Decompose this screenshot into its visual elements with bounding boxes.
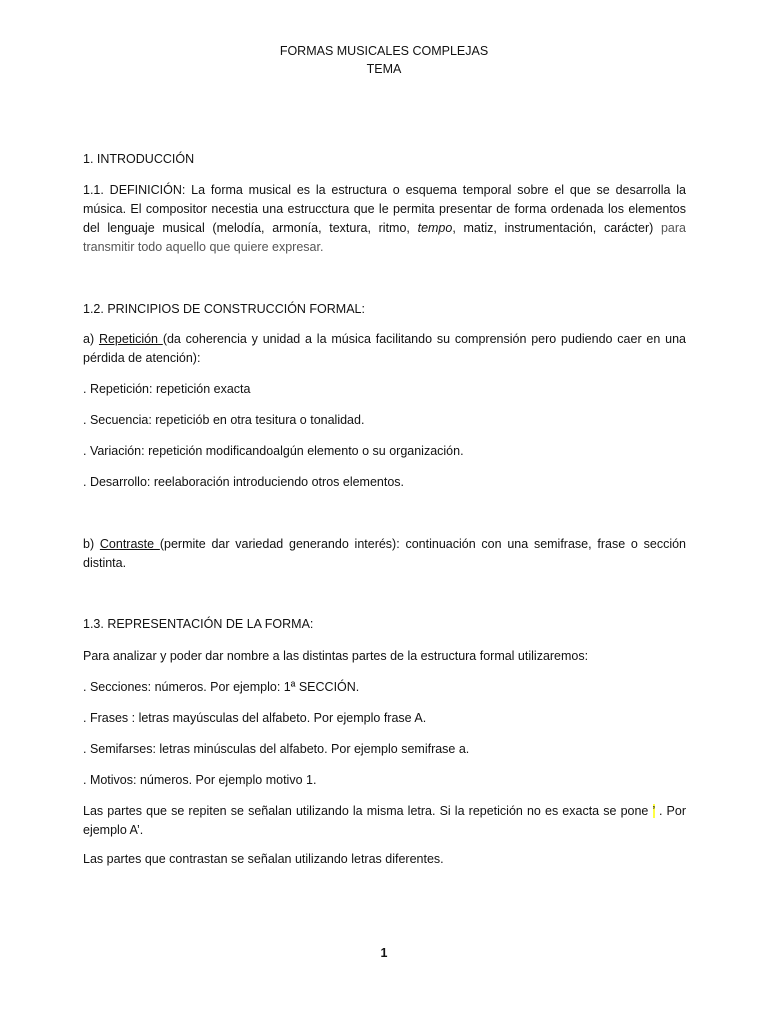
list-item-variacion: . Variación: repetición modificandoalgún elemento o su organización.	[83, 444, 464, 458]
list-item-secciones: . Secciones: números. Por ejemplo: 1ª SECCIÓN.	[83, 680, 360, 694]
list-item-semifrases: . Semifarses: letras minúsculas del alfabeto. Por ejemplo semifrase a.	[83, 742, 470, 756]
contraste-text: (permite dar variedad generando interés): continuación con una semifrase, frase o sección distinta.	[83, 537, 687, 570]
repeticion-prefix: a)	[83, 332, 99, 346]
definition-text-part2: , matiz, instrumentación, carácter)	[452, 221, 654, 235]
repeticion-term: Repetición	[98, 332, 163, 346]
repeticion-paragraph	[83, 330, 686, 368]
definition-tempo: tempo	[417, 221, 453, 235]
representacion-intro: Para analizar y poder dar nombre a las distintas partes de la estructura formal utilizaremos:	[83, 649, 589, 663]
definition-paragraph	[83, 181, 686, 257]
list-item-repeticion: . Repetición: repetición exacta	[83, 382, 251, 396]
list-item-desarrollo: . Desarrollo: reelaboración introduciendo otros elementos.	[83, 475, 405, 489]
contraste-rule-paragraph: Las partes que contrastan se señalan utilizando letras diferentes.	[83, 852, 444, 866]
document-subtitle: TEMA	[366, 62, 402, 76]
repeticion-rule-text1: Las partes que se repiten se señalan utilizando la misma letra. Si la repetición no es exacta se pone	[83, 804, 653, 818]
contraste-term: Contraste	[99, 537, 160, 551]
list-item-frases: . Frases : letras mayúsculas del alfabeto. Por ejemplo frase A.	[83, 711, 427, 725]
section-heading-principios: 1.2. PRINCIPIOS DE CONSTRUCCIÓN FORMAL:	[83, 302, 365, 316]
definition-text-part3: para transmitir todo aquello que quiere expresar.	[83, 221, 686, 254]
highlighted-prime-mark: ’	[652, 804, 655, 818]
list-item-secuencia: . Secuencia: repeticiób en otra tesitura o tonalidad.	[83, 413, 365, 427]
contraste-prefix: b)	[83, 537, 100, 551]
definition-text-part1: 1.1. DEFINICIÓN: La forma musical es la estructura o esquema temporal sobre el que se desarrolla la música. El compositor necestia una estrucctura que le permita presentar de forma ordenada los elementos del lenguaje musical (melodía, armonía, textura, ritmo,	[83, 183, 686, 235]
list-item-motivos: . Motivos: números. Por ejemplo motivo 1.	[83, 773, 317, 787]
contraste-paragraph	[83, 535, 686, 573]
repeticion-text: (da coherencia y unidad a la música facilitando su comprensión pero pudiendo caer en una pérdida de atención):	[83, 332, 686, 365]
section-heading-representacion: 1.3. REPRESENTACIÓN DE LA FORMA:	[83, 617, 314, 631]
repeticion-rule-paragraph	[83, 802, 686, 840]
repeticion-rule-text2: . Por ejemplo A’.	[83, 804, 686, 837]
document-title: FORMAS MUSICALES COMPLEJAS	[279, 44, 489, 58]
page-number: 1	[380, 946, 388, 960]
section-heading-introduccion: 1. INTRODUCCIÓN	[83, 152, 195, 166]
